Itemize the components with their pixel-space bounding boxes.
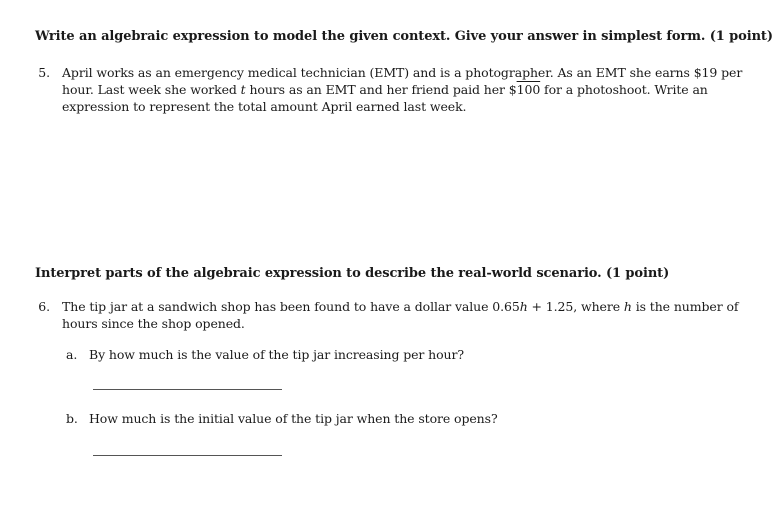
- question-6-line-1: [62, 298, 738, 315]
- question-6-line-1-mid: + 1.25, where: [527, 299, 624, 314]
- question-5-line-2-mid: hours as an EMT and her friend paid her $: [245, 82, 517, 97]
- question-5-line-2: [62, 81, 708, 98]
- question-6-line-2: hours since the shop opened.: [62, 316, 245, 331]
- question-6-line-1-pre: The tip jar at a sandwich shop has been found to have a dollar value 0.65: [62, 299, 520, 314]
- question-5-line-1: April works as an emergency medical technician (EMT) and is a photographer. As an EMT she earns $19 per: [62, 65, 743, 80]
- section-1-heading: Write an algebraic expression to model the given context. Give your answer in simplest form. (1 point): [35, 29, 773, 44]
- question-6-line-1-post: is the number of: [631, 299, 739, 314]
- question-5-line-3: expression to represent the total amount April earned last week.: [62, 99, 467, 114]
- question-5-number: 5.: [38, 65, 50, 80]
- part-a-answer-line[interactable]: [93, 389, 282, 390]
- variable-h-1: h: [519, 299, 528, 314]
- variable-t: t: [240, 82, 246, 97]
- part-a-text: By how much is the value of the tip jar increasing per hour?: [89, 347, 464, 362]
- question-5-line-2-pre: hour. Last week she worked: [62, 82, 241, 97]
- variable-h-2: h: [623, 299, 632, 314]
- question-6-number: 6.: [38, 299, 50, 314]
- amount-100: 100: [516, 82, 541, 97]
- part-b-answer-line[interactable]: [93, 455, 282, 456]
- part-a-label: a.: [66, 347, 78, 362]
- part-b-text: How much is the initial value of the tip jar when the store opens?: [89, 411, 498, 426]
- part-b-label: b.: [66, 411, 78, 426]
- question-5-line-2-post: for a photoshoot. Write an: [540, 82, 708, 97]
- section-2-heading: Interpret parts of the algebraic expression to describe the real-world scenario. (1 point): [35, 266, 670, 281]
